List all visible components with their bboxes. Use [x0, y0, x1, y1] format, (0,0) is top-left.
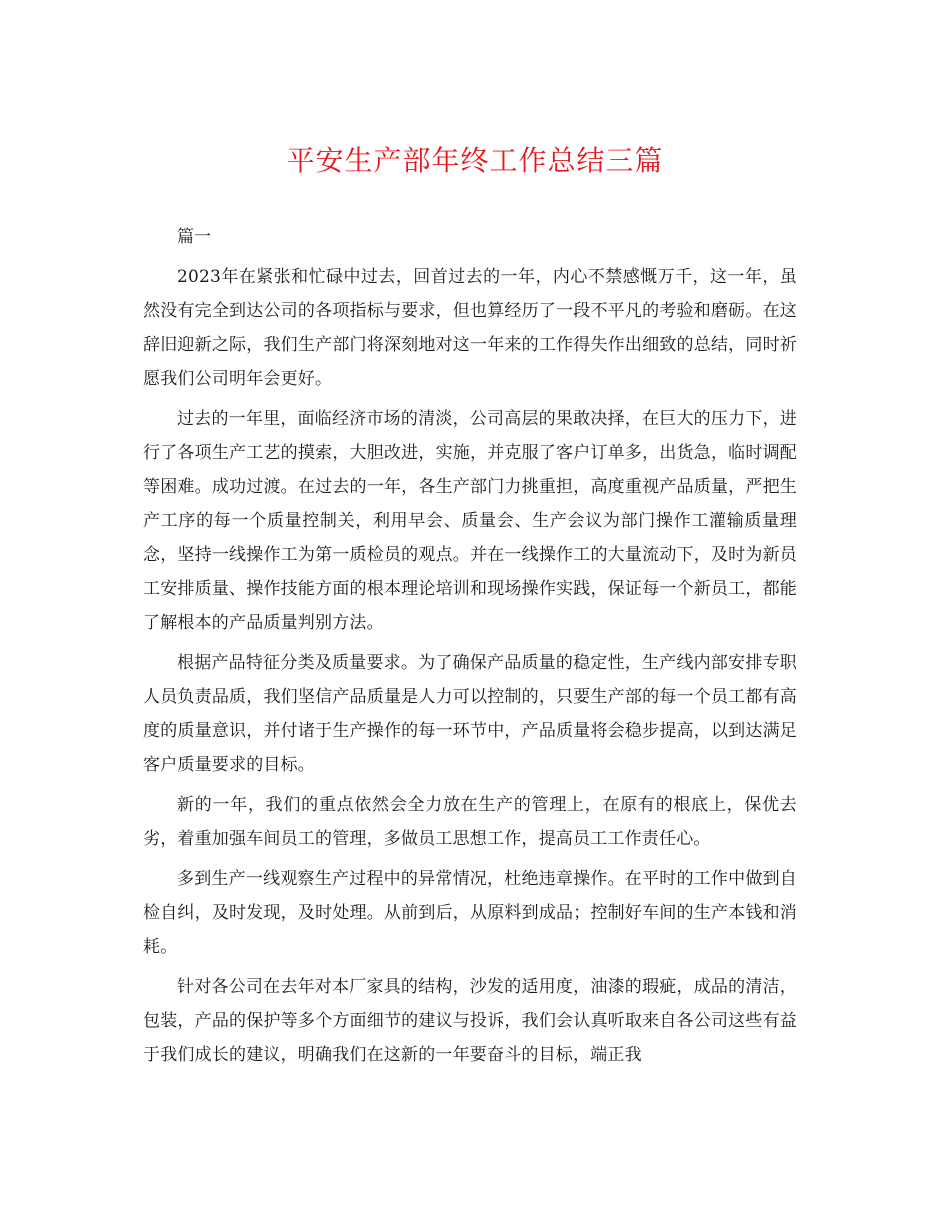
paragraph-6: 针对各公司在去年对本厂家具的结构，沙发的适用度，油漆的瑕疵，成品的清洁，包装，产品的保护等多个方面细节的建议与投诉，我们会认真听取来自各公司这些有益于我们成长的建议，明确我们在这新的一年要奋斗的目标，端正我 [143, 977, 797, 1065]
paragraph-5: 多到生产一线观察生产过程中的异常情况，杜绝违章操作。在平时的工作中做到自检自纠，及时发现，及时处理。从前到后，从原料到成品；控制好车间的生产本钱和消耗。 [143, 869, 797, 957]
paragraph-3: 根据产品特征分类及质量要求。为了确保产品质量的稳定性，生产线内部安排专职人员负责品质，我们坚信产品质量是人力可以控制的，只要生产部的每一个员工都有高度的质量意识，并付诸于生产操作的每一环节中，产品质量将会稳步提高，以到达满足客户质量要求的目标。 [143, 653, 797, 775]
document-body [143, 220, 797, 1072]
paragraph-2: 过去的一年里，面临经济市场的清淡，公司高层的果敢决择，在巨大的压力下，进行了各项生产工艺的摸索，大胆改进，实施，并克服了客户订单多，出货急，临时调配等困难。成功过渡。在过去的一年，各生产部门力挑重担，高度重视产品质量，严把生产工序的每一个质量控制关，利用早会、质量会、生产会议为部门操作工灌输质量理念，坚持一线操作工为第一质检员的观点。并在一线操作工的大量流动下，及时为新员工安排质量、操作技能方面的根本理论培训和现场操作实践，保证每一个新员工，都能了解根本的产品质量判别方法。 [143, 409, 797, 633]
document-title: 平安生产部年终工作总结三篇 [286, 144, 664, 177]
paragraph-1: 2023年在紧张和忙碌中过去，回首过去的一年，内心不禁感慨万千，这一年，虽然没有完全到达公司的各项指标与要求，但也算经历了一段不平凡的考验和磨砺。在这辞旧迎新之际，我们生产部门将深刻地对这一年来的工作得失作出细致的总结，同时祈愿我们公司明年会更好。 [143, 267, 797, 389]
paragraph-4: 新的一年，我们的重点依然会全力放在生产的管理上，在原有的根底上，保优去劣，着重加强车间员工的管理，多做员工思想工作，提高员工工作责任心。 [143, 795, 797, 849]
section-label: 篇一 [177, 227, 211, 247]
